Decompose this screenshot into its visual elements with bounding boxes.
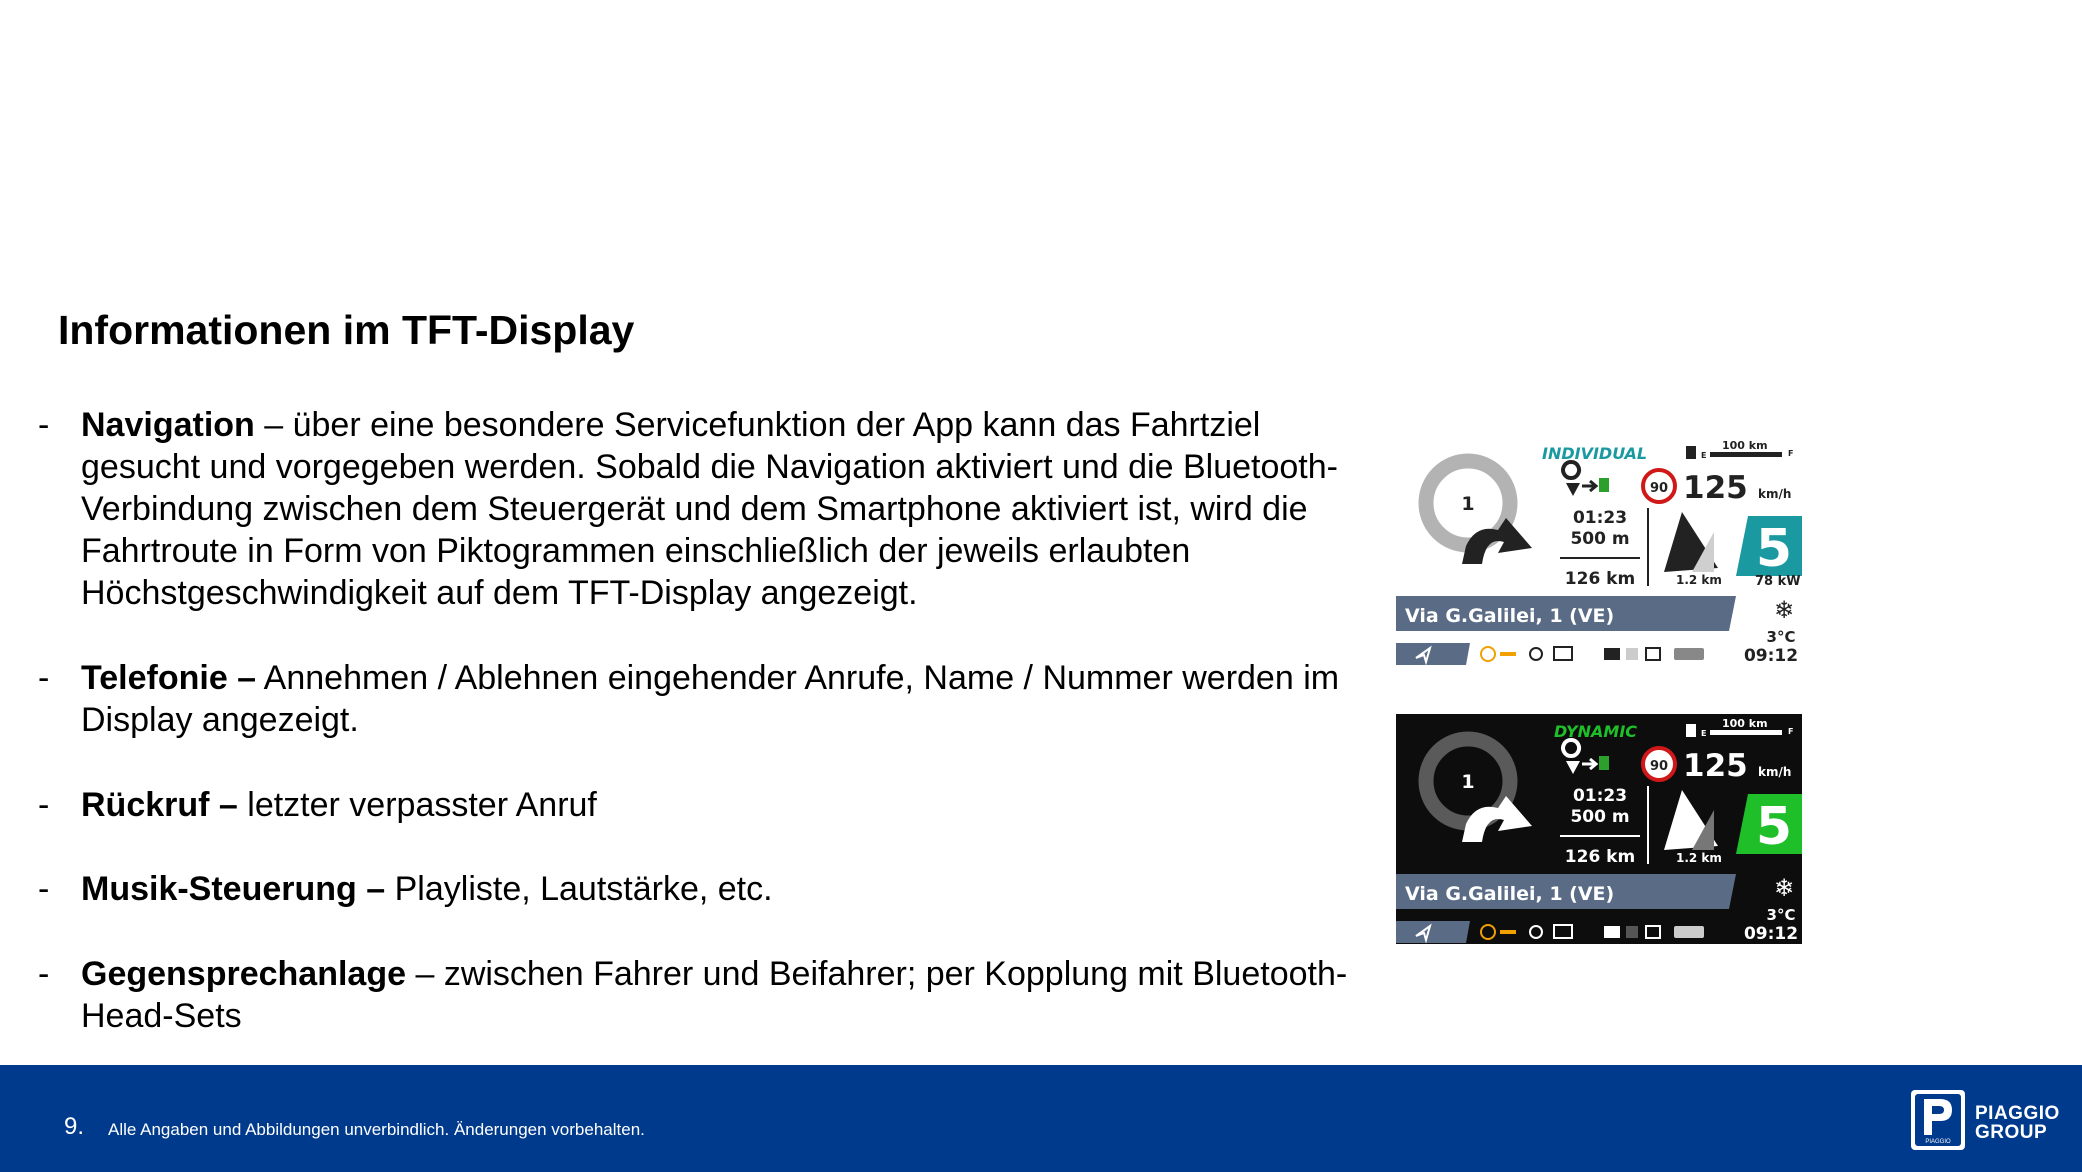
item-text: letzter verpasster Anruf	[237, 786, 597, 824]
svg-text:PIAGGIO: PIAGGIO	[1925, 1139, 1951, 1145]
svg-text:Via G.Galilei, 1 (VE): Via G.Galilei, 1 (VE)	[1405, 605, 1615, 627]
bullet-dash: -	[38, 955, 50, 993]
tft-display-dynamic	[1396, 714, 1802, 944]
slide-title: Informationen im TFT-Display	[58, 307, 635, 353]
list-item-navigation	[38, 404, 1348, 614]
svg-text:E: E	[1701, 729, 1707, 738]
svg-text:1: 1	[1461, 771, 1475, 793]
list-item-musik	[38, 868, 773, 910]
bullet-dash: -	[38, 406, 50, 444]
time-to-destination: 01:23	[1572, 508, 1628, 528]
svg-text:100 km: 100 km	[1722, 717, 1768, 730]
distance-to-turn: 500 m	[1570, 807, 1630, 827]
brand-wordmark: PIAGGIO GROUP	[1975, 1103, 2060, 1143]
svg-text:90: 90	[1649, 481, 1669, 496]
temperature: 3°C	[1766, 906, 1796, 924]
street-banner	[1396, 596, 1736, 631]
temperature: 3°C	[1766, 628, 1796, 646]
bullet-dash: -	[38, 786, 50, 824]
power-output: 78 kW	[1755, 574, 1801, 589]
item-heading: Rückruf –	[81, 786, 238, 824]
svg-text:5: 5	[1755, 797, 1793, 857]
item-text: – zwischen Fahrer und Beifahrer; per Kopplung mit Bluetooth-Head-Sets	[81, 955, 1348, 1035]
piaggio-logo-icon	[1910, 1089, 1966, 1151]
clock: 09:12	[1743, 924, 1799, 944]
speed-limit-sign	[1643, 748, 1675, 780]
lane-distance: 1.2 km	[1676, 573, 1722, 587]
item-heading: Gegensprechanlage	[81, 955, 407, 993]
svg-text:5: 5	[1755, 519, 1793, 579]
svg-text:E: E	[1701, 451, 1707, 460]
speed-unit: km/h	[1758, 487, 1792, 501]
snowflake-icon: ❄	[1773, 874, 1795, 902]
list-item-rueckruf	[38, 784, 597, 826]
svg-text:100 km: 100 km	[1722, 439, 1768, 452]
disclaimer-text: Alle Angaben und Abbildungen unverbindlich. Änderungen vorbehalten.	[108, 1120, 645, 1139]
time-to-destination: 01:23	[1572, 786, 1628, 806]
item-text: Playliste, Lautstärke, etc.	[385, 870, 773, 908]
footer-bar	[0, 1065, 2082, 1172]
street-banner	[1396, 874, 1736, 909]
speed-unit: km/h	[1758, 765, 1792, 779]
lane-distance: 1.2 km	[1676, 851, 1722, 865]
svg-text:F: F	[1788, 727, 1794, 736]
distance-to-turn: 500 m	[1570, 529, 1630, 549]
remaining-distance: 126 km	[1564, 569, 1636, 589]
svg-text:Via G.Galilei, 1 (VE): Via G.Galilei, 1 (VE)	[1405, 883, 1615, 905]
remaining-distance: 126 km	[1564, 847, 1636, 867]
speed-readout: 125	[1683, 470, 1748, 506]
svg-text:90: 90	[1649, 759, 1669, 774]
bullet-dash: -	[38, 870, 50, 908]
page-number: 9.	[64, 1113, 85, 1140]
riding-mode-label: DYNAMIC	[1554, 722, 1638, 741]
item-heading: Musik-Steuerung –	[81, 870, 386, 908]
tft-display-individual	[1396, 436, 1802, 666]
item-heading: Navigation	[81, 406, 255, 444]
item-text: – über eine besondere Servicefunktion der App kann das Fahrtziel gesucht und vorgegeben werden. Sobald die Navigation aktiviert und die Bluetooth-Verbindung zwischen dem Steuergerät und dem Smartphone aktiviert ist, wird die Fahrtroute in Form von Piktogrammen einschließlich der jeweils erlaubten Höchstgeschwindigkeit auf dem TFT-Display angezeigt.	[81, 406, 1338, 612]
riding-mode-label: INDIVIDUAL	[1542, 444, 1648, 463]
snowflake-icon: ❄	[1773, 596, 1795, 624]
speed-limit-sign	[1643, 470, 1675, 502]
bullet-dash: -	[38, 659, 50, 697]
svg-text:1: 1	[1461, 493, 1475, 515]
clock: 09:12	[1743, 646, 1799, 666]
speed-readout: 125	[1683, 748, 1748, 784]
list-item-gegensprechanlage	[38, 953, 1348, 1037]
item-heading: Telefonie –	[81, 659, 257, 697]
item-text: Annehmen / Ablehnen eingehender Anrufe, Name / Nummer werden im Display angezeigt.	[81, 659, 1340, 739]
svg-text:F: F	[1788, 449, 1794, 458]
list-item-telefonie	[38, 657, 1348, 741]
